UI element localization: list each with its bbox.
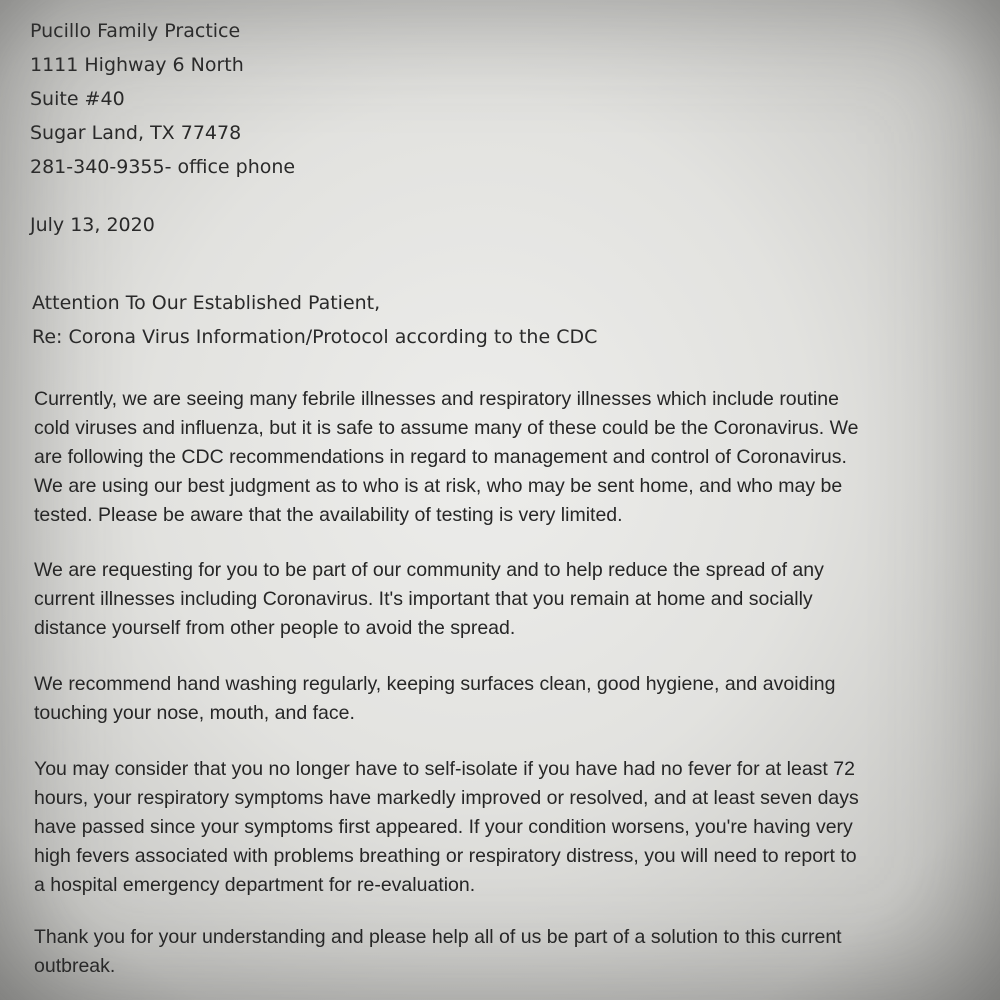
paragraph-line: cold viruses and influenza, but it is safe to assume many of these could be the Coronavirus. We	[34, 417, 859, 439]
paragraph-hygiene	[34, 670, 984, 728]
paragraph-line: Thank you for your understanding and please help all of us be part of a solution to this current	[34, 926, 842, 948]
paragraph-line: We are using our best judgment as to who is at risk, who may be sent home, and who may be	[34, 475, 843, 497]
salutation	[32, 286, 597, 354]
paragraph-line: a hospital emergency department for re-evaluation.	[34, 874, 476, 896]
letterhead	[30, 14, 295, 184]
paragraph-line: high fevers associated with problems breathing or respiratory distress, you will need to report to	[34, 845, 857, 867]
office-phone: 281-340-9355- office phone	[30, 156, 296, 178]
paragraph-community-request	[34, 556, 984, 643]
city-state-zip: Sugar Land, TX 77478	[30, 122, 242, 144]
paragraph-line: We are requesting for you to be part of our community and to help reduce the spread of any	[34, 559, 824, 581]
paragraph-self-isolation	[34, 755, 984, 900]
paragraph-line: Currently, we are seeing many febrile illnesses and respiratory illnesses which include routine	[34, 388, 839, 410]
paragraph-line: distance yourself from other people to avoid the spread.	[34, 617, 516, 639]
subject-line: Re: Corona Virus Information/Protocol according to the CDC	[32, 326, 598, 348]
practice-name: Pucillo Family Practice	[30, 20, 241, 42]
paragraph-line: outbreak.	[34, 955, 116, 977]
paragraph-line: touching your nose, mouth, and face.	[34, 702, 355, 724]
paragraph-line: We recommend hand washing regularly, keeping surfaces clean, good hygiene, and avoiding	[34, 673, 836, 695]
paragraph-line: hours, your respiratory symptoms have markedly improved or resolved, and at least seven days	[34, 787, 859, 809]
paragraph-line: are following the CDC recommendations in regard to management and control of Coronavirus.	[34, 446, 847, 468]
letter-date: July 13, 2020	[30, 214, 155, 236]
paragraph-line: tested. Please be aware that the availability of testing is very limited.	[34, 504, 623, 526]
address-line-1: 1111 Highway 6 North	[30, 54, 244, 76]
paragraph-line: current illnesses including Coronavirus. It's important that you remain at home and socially	[34, 588, 813, 610]
attention-line: Attention To Our Established Patient,	[32, 292, 381, 314]
paragraph-line: have passed since your symptoms first appeared. If your condition worsens, you're having very	[34, 816, 853, 838]
paragraph-current-situation	[34, 385, 984, 530]
paragraph-line: You may consider that you no longer have to self-isolate if you have had no fever for at least 72	[34, 758, 855, 780]
address-line-2: Suite #40	[30, 88, 125, 110]
paragraph-closing	[34, 923, 984, 981]
